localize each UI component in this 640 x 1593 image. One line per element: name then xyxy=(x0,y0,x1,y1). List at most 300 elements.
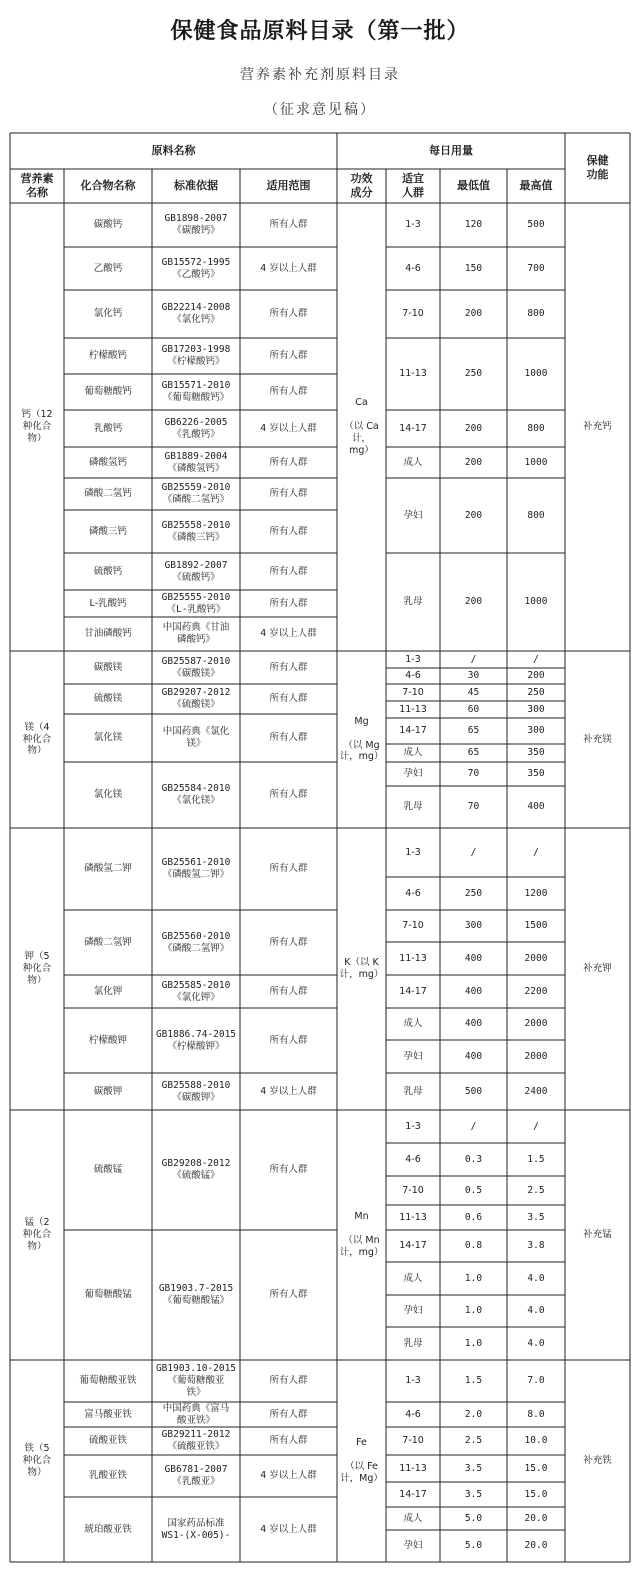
standard-basis-cell xyxy=(152,410,240,447)
compound-name-cell xyxy=(64,290,152,338)
compound-name-cell-text: 硫酸镁 xyxy=(93,693,123,705)
nutrient-name-cell-text: 锰（2 种化合 物） xyxy=(22,1217,52,1252)
max-value-cell-text: 700 xyxy=(527,262,545,274)
target-group-cell-text: 孕妇 xyxy=(403,1050,423,1062)
min-value-cell xyxy=(440,553,507,651)
min-value-cell-text: 1.5 xyxy=(464,1375,483,1387)
target-group-cell-text: 成人 xyxy=(403,456,423,468)
standard-basis-cell xyxy=(152,203,240,247)
min-value-cell-text: 250 xyxy=(464,887,483,899)
header-max-value xyxy=(507,169,565,203)
min-value-cell xyxy=(440,786,507,828)
health-function-cell xyxy=(565,651,630,828)
compound-name-cell xyxy=(64,410,152,447)
scope-cell-text: 所有人群 xyxy=(269,565,308,577)
scope-cell xyxy=(240,762,337,828)
compound-name-cell xyxy=(64,910,152,975)
standard-basis-cell-text: GB1898-2007 《碳酸钙》 xyxy=(164,213,228,236)
min-value-cell xyxy=(440,975,507,1008)
min-value-cell xyxy=(440,1530,507,1562)
compound-name-cell-text: 甘油磷酸钙 xyxy=(84,628,132,640)
target-group-cell xyxy=(386,1360,440,1402)
max-value-cell xyxy=(507,1507,565,1530)
health-function-cell xyxy=(565,1110,630,1360)
min-value-cell-text: / xyxy=(470,653,477,665)
efficacy-component-cell-text: K（以 K 计，mg） xyxy=(339,957,384,980)
scope-cell xyxy=(240,828,337,910)
health-function-cell-text: 补充锰 xyxy=(583,1229,612,1241)
min-value-cell-text: 400 xyxy=(464,1050,483,1062)
scope-cell-text: 所有人群 xyxy=(269,1435,308,1447)
scope-cell-text: 4 岁以上人群 xyxy=(260,422,317,434)
compound-name-cell-text: 乳酸亚铁 xyxy=(88,1470,127,1482)
target-group-cell-text: 11-13 xyxy=(399,1462,427,1474)
target-group-cell-text: 11-13 xyxy=(399,952,427,964)
min-value-cell-text: 200 xyxy=(464,308,483,320)
max-value-cell-text: / xyxy=(533,846,539,858)
target-group-cell-text: 1-3 xyxy=(405,1120,421,1132)
max-value-cell-text: 4.0 xyxy=(527,1305,545,1317)
standard-basis-cell-text: GB25588-2010 《碳酸钾》 xyxy=(161,1079,231,1103)
nutrient-name-cell-text: 铁（5 种化合 物） xyxy=(22,1443,52,1478)
standard-basis-cell xyxy=(152,1073,240,1110)
compound-name-cell-text: 柠檬酸钾 xyxy=(88,1034,127,1046)
scope-cell xyxy=(240,290,337,338)
scope-cell xyxy=(240,338,337,374)
scope-cell-text: 所有人群 xyxy=(269,219,308,231)
min-value-cell xyxy=(440,651,507,668)
nutrient-name-cell xyxy=(10,1110,64,1360)
standard-basis-cell-text: GB22214-2008 《氯化钙》 xyxy=(161,302,231,325)
standard-basis-cell xyxy=(152,1008,240,1073)
standard-basis-cell-text: GB25555-2010 《L-乳酸钙》 xyxy=(161,591,231,615)
max-value-cell xyxy=(507,668,565,684)
scope-cell-text: 所有人群 xyxy=(269,308,308,320)
max-value-cell xyxy=(507,1040,565,1073)
max-value-cell-text: 3.8 xyxy=(527,1240,545,1252)
compound-name-cell xyxy=(64,590,152,617)
compound-name-cell-text: 磷酸三钙 xyxy=(88,525,127,537)
min-value-cell-text: 1.0 xyxy=(464,1272,483,1284)
min-value-cell-text: 500 xyxy=(464,1085,483,1097)
min-value-cell-text: / xyxy=(470,846,477,858)
scope-cell-text: 所有人群 xyxy=(269,597,308,609)
target-group-cell xyxy=(386,1230,440,1262)
scope-cell xyxy=(240,1360,337,1402)
max-value-cell xyxy=(507,1530,565,1562)
target-group-cell xyxy=(386,1262,440,1295)
target-group-cell-text: 7-10 xyxy=(402,308,424,320)
min-value-cell-text: 5.0 xyxy=(464,1512,483,1524)
nutrient-name-cell-text: 钙（12 种化合 物） xyxy=(21,409,53,444)
compound-name-cell xyxy=(64,1360,152,1402)
min-value-cell xyxy=(440,718,507,744)
compound-name-cell-text: 乳酸钙 xyxy=(93,422,123,434)
header-target-group xyxy=(386,169,440,203)
scope-cell xyxy=(240,203,337,247)
max-value-cell xyxy=(507,1073,565,1110)
header-standard-basis xyxy=(152,169,240,203)
max-value-cell-text: 350 xyxy=(527,747,545,759)
standard-basis-cell-text: GB25587-2010 《碳酸镁》 xyxy=(161,655,231,679)
standard-basis-cell xyxy=(152,478,240,510)
compound-name-cell-text: 硫酸锰 xyxy=(93,1164,123,1176)
max-value-cell-text: 15.0 xyxy=(524,1488,548,1500)
target-group-cell-text: 乳母 xyxy=(403,1337,423,1349)
target-group-cell xyxy=(386,1110,440,1143)
min-value-cell xyxy=(440,762,507,786)
compound-name-cell-text: 富马酸亚铁 xyxy=(84,1408,132,1420)
scope-cell-text: 所有人群 xyxy=(269,985,308,997)
scope-cell xyxy=(240,1497,337,1562)
target-group-cell-text: 4-6 xyxy=(405,887,421,899)
scope-cell-text: 所有人群 xyxy=(269,386,308,398)
max-value-cell xyxy=(507,478,565,553)
min-value-cell-text: 200 xyxy=(464,596,483,608)
target-group-cell xyxy=(386,1295,440,1327)
standard-basis-cell xyxy=(152,553,240,590)
min-value-cell-text: 400 xyxy=(464,1018,483,1030)
target-group-cell-text: 7-10 xyxy=(402,1184,424,1196)
standard-basis-cell-text: GB15572-1995 《乙酸钙》 xyxy=(161,256,231,280)
max-value-cell-text: 1000 xyxy=(524,456,548,468)
scope-cell-text: 所有人群 xyxy=(269,693,308,705)
min-value-cell xyxy=(440,1176,507,1205)
header-scope xyxy=(240,169,337,203)
header-health-function-text: 保健 功能 xyxy=(586,154,609,181)
header-raw-material-name-text: 原料名称 xyxy=(151,144,196,158)
nutrient-name-cell-text: 镁（4 种化合 物） xyxy=(22,721,52,757)
scope-cell-text: 所有人群 xyxy=(269,661,308,673)
max-value-cell-text: 1200 xyxy=(524,887,548,899)
scope-cell xyxy=(240,410,337,447)
min-value-cell xyxy=(440,1360,507,1402)
scope-cell xyxy=(240,1110,337,1230)
target-group-cell xyxy=(386,1073,440,1110)
max-value-cell xyxy=(507,1143,565,1176)
efficacy-component-cell-text: Mn （以 Mn 计，mg） xyxy=(339,1211,384,1258)
nutrient-name-cell xyxy=(10,828,64,1110)
compound-name-cell xyxy=(64,762,152,828)
target-group-cell xyxy=(386,1327,440,1360)
min-value-cell-text: 70 xyxy=(467,801,480,813)
min-value-cell-text: 5.0 xyxy=(464,1540,483,1552)
health-function-cell xyxy=(565,828,630,1110)
target-group-cell-text: 乳母 xyxy=(403,801,423,813)
min-value-cell-text: 65 xyxy=(467,747,480,759)
min-value-cell xyxy=(440,247,507,290)
compound-name-cell xyxy=(64,714,152,762)
compound-name-cell-text: 葡萄糖酸锰 xyxy=(84,1289,132,1301)
standard-basis-cell-text: 国家药品标准 WS1-(X-005)- xyxy=(161,1517,231,1541)
target-group-cell xyxy=(386,762,440,786)
target-group-cell xyxy=(386,651,440,668)
target-group-cell xyxy=(386,338,440,410)
min-value-cell xyxy=(440,828,507,877)
scope-cell xyxy=(240,1427,337,1455)
standard-basis-cell-text: GB6781-2007 《乳酸亚》 xyxy=(164,1464,228,1487)
max-value-cell-text: 7.0 xyxy=(527,1375,545,1387)
standard-basis-cell xyxy=(152,1110,240,1230)
compound-name-cell-text: 葡萄糖酸钙 xyxy=(84,386,132,398)
target-group-cell-text: 11-13 xyxy=(399,1211,427,1223)
header-daily-dosage-text: 每日用量 xyxy=(429,144,473,158)
min-value-cell-text: 70 xyxy=(467,768,480,780)
efficacy-component-cell xyxy=(337,1110,386,1360)
compound-name-cell xyxy=(64,510,152,553)
standard-basis-cell xyxy=(152,617,240,651)
efficacy-component-cell-text: Ca （以 Ca 计， mg） xyxy=(344,397,379,456)
compound-name-cell xyxy=(64,1110,152,1230)
min-value-cell-text: 200 xyxy=(464,456,483,468)
max-value-cell xyxy=(507,1262,565,1295)
min-value-cell xyxy=(440,942,507,975)
max-value-cell xyxy=(507,651,565,668)
max-value-cell-text: 1000 xyxy=(524,596,548,608)
min-value-cell-text: 120 xyxy=(464,219,483,231)
min-value-cell xyxy=(440,1427,507,1455)
max-value-cell xyxy=(507,828,565,877)
target-group-cell-text: 14-17 xyxy=(399,985,427,997)
target-group-cell xyxy=(386,410,440,447)
scope-cell-text: 所有人群 xyxy=(269,488,308,500)
scope-cell-text: 所有人群 xyxy=(269,1289,308,1301)
min-value-cell xyxy=(440,1230,507,1262)
target-group-cell-text: 14-17 xyxy=(399,1488,427,1500)
target-group-cell-text: 孕妇 xyxy=(403,1305,423,1317)
compound-name-cell-text: 磷酸二氢钾 xyxy=(84,936,132,948)
min-value-cell-text: 0.8 xyxy=(464,1240,483,1252)
max-value-cell-text: 15.0 xyxy=(524,1462,548,1474)
compound-name-cell-text: 氯化镁 xyxy=(93,732,123,744)
max-value-cell-text: 800 xyxy=(527,308,545,320)
page-title: 保健食品原料目录（第一批） xyxy=(170,19,470,44)
min-value-cell xyxy=(440,1205,507,1230)
compound-name-cell-text: 磷酸二氢钙 xyxy=(84,488,132,500)
standard-basis-cell xyxy=(152,510,240,553)
min-value-cell-text: 250 xyxy=(464,368,483,380)
target-group-cell xyxy=(386,447,440,478)
min-value-cell-text: 400 xyxy=(464,952,483,964)
target-group-cell xyxy=(386,553,440,651)
max-value-cell xyxy=(507,410,565,447)
standard-basis-cell-text: GB25561-2010 《磷酸氢二钾》 xyxy=(161,857,231,880)
target-group-cell-text: 1-3 xyxy=(405,846,421,858)
max-value-cell xyxy=(507,1427,565,1455)
compound-name-cell-text: 葡萄糖酸亚铁 xyxy=(79,1375,137,1387)
header-raw-material-name xyxy=(10,133,337,169)
scope-cell xyxy=(240,651,337,684)
target-group-cell xyxy=(386,478,440,553)
min-value-cell xyxy=(440,1008,507,1040)
scope-cell xyxy=(240,1073,337,1110)
scope-cell xyxy=(240,1008,337,1073)
target-group-cell-text: 乳母 xyxy=(403,596,423,608)
standard-basis-cell-text: GB1886.74-2015 《柠檬酸钾》 xyxy=(155,1028,237,1052)
compound-name-cell xyxy=(64,478,152,510)
header-scope-text: 适用范围 xyxy=(266,179,311,193)
compound-name-cell-text: 柠檬酸钙 xyxy=(88,350,127,362)
scope-cell-text: 所有人群 xyxy=(269,1408,308,1420)
compound-name-cell-text: 磷酸氢钙 xyxy=(88,456,127,468)
max-value-cell-text: 300 xyxy=(527,703,545,715)
max-value-cell xyxy=(507,684,565,701)
max-value-cell-text: 800 xyxy=(527,422,545,434)
compound-name-cell-text: 碳酸钙 xyxy=(93,219,123,231)
max-value-cell-text: 1000 xyxy=(524,368,548,380)
max-value-cell-text: 3.5 xyxy=(527,1211,545,1223)
scope-cell-text: 所有人群 xyxy=(269,863,308,875)
target-group-cell-text: 7-10 xyxy=(402,920,424,932)
target-group-cell-text: 4-6 xyxy=(405,670,421,682)
max-value-cell-text: 800 xyxy=(527,509,545,521)
min-value-cell xyxy=(440,684,507,701)
min-value-cell-text: 0.5 xyxy=(464,1184,483,1196)
nutrient-name-cell xyxy=(10,203,64,651)
compound-name-cell-text: 氯化镁 xyxy=(93,789,123,801)
min-value-cell xyxy=(440,1262,507,1295)
min-value-cell xyxy=(440,877,507,910)
max-value-cell xyxy=(507,447,565,478)
scope-cell xyxy=(240,684,337,714)
compound-name-cell xyxy=(64,828,152,910)
compound-name-cell xyxy=(64,553,152,590)
min-value-cell-text: 0.3 xyxy=(464,1153,483,1165)
compound-name-cell-text: 乙酸钙 xyxy=(93,262,123,274)
scope-cell-text: 所有人群 xyxy=(269,1375,308,1387)
target-group-cell xyxy=(386,786,440,828)
standard-basis-cell xyxy=(152,651,240,684)
compound-name-cell-text: 碳酸镁 xyxy=(93,661,123,673)
header-min-value xyxy=(440,169,507,203)
standard-basis-cell xyxy=(152,290,240,338)
health-function-cell xyxy=(565,1360,630,1562)
efficacy-component-cell-text: Mg （以 Mg 计，mg） xyxy=(339,715,384,763)
scope-cell xyxy=(240,714,337,762)
header-health-function xyxy=(565,133,630,203)
compound-name-cell xyxy=(64,203,152,247)
health-function-cell-text: 补充钙 xyxy=(583,421,612,433)
target-group-cell xyxy=(386,877,440,910)
target-group-cell xyxy=(386,718,440,744)
standard-basis-cell-text: GB25559-2010 《磷酸二氢钙》 xyxy=(161,482,231,505)
target-group-cell-text: 4-6 xyxy=(405,1153,421,1165)
standard-basis-cell-text: GB29211-2012 《硫酸亚铁》 xyxy=(161,1429,231,1452)
target-group-cell-text: 成人 xyxy=(403,1512,423,1524)
header-daily-dosage xyxy=(337,133,565,169)
scope-cell xyxy=(240,910,337,975)
standard-basis-cell-text: GB25558-2010 《磷酸三钙》 xyxy=(161,519,231,543)
max-value-cell xyxy=(507,203,565,247)
target-group-cell-text: 孕妇 xyxy=(403,768,423,780)
max-value-cell-text: / xyxy=(533,1120,539,1132)
target-group-cell-text: 11-13 xyxy=(399,703,427,715)
target-group-cell xyxy=(386,828,440,877)
standard-basis-cell-text: 中国药典《甘油 磷酸钙》 xyxy=(162,622,230,645)
min-value-cell-text: 200 xyxy=(464,422,483,434)
max-value-cell-text: 200 xyxy=(527,670,545,682)
scope-cell xyxy=(240,478,337,510)
scope-cell-text: 所有人群 xyxy=(269,1164,308,1176)
compound-name-cell xyxy=(64,1402,152,1427)
max-value-cell xyxy=(507,1455,565,1482)
target-group-cell xyxy=(386,203,440,247)
scope-cell-text: 所有人群 xyxy=(269,525,308,537)
max-value-cell xyxy=(507,975,565,1008)
compound-name-cell xyxy=(64,617,152,651)
scope-cell-text: 所有人群 xyxy=(269,350,308,362)
min-value-cell-text: 400 xyxy=(464,985,483,997)
scope-cell xyxy=(240,1455,337,1497)
standard-basis-cell-text: GB25585-2010 《氯化钾》 xyxy=(161,979,231,1003)
standard-basis-cell xyxy=(152,374,240,410)
target-group-cell xyxy=(386,975,440,1008)
min-value-cell xyxy=(440,1143,507,1176)
standard-basis-cell-text: GB1903.10-2015 《葡萄糖酸亚 铁》 xyxy=(155,1363,237,1398)
scope-cell xyxy=(240,553,337,590)
header-standard-basis-text: 标准依据 xyxy=(174,179,218,193)
min-value-cell xyxy=(440,1507,507,1530)
max-value-cell-text: 4.0 xyxy=(527,1337,545,1349)
min-value-cell xyxy=(440,203,507,247)
min-value-cell xyxy=(440,701,507,718)
header-min-value-text: 最低值 xyxy=(457,179,490,193)
compound-name-cell xyxy=(64,374,152,410)
min-value-cell xyxy=(440,668,507,684)
min-value-cell-text: 200 xyxy=(464,509,483,521)
standard-basis-cell-text: GB6226-2005 《乳酸钙》 xyxy=(164,416,228,440)
max-value-cell-text: 2200 xyxy=(524,985,548,997)
compound-name-cell xyxy=(64,1008,152,1073)
efficacy-component-cell xyxy=(337,1360,386,1562)
target-group-cell-text: 孕妇 xyxy=(403,509,423,521)
compound-name-cell-text: 硫酸亚铁 xyxy=(88,1435,127,1447)
min-value-cell xyxy=(440,910,507,942)
standard-basis-cell xyxy=(152,247,240,290)
max-value-cell-text: 250 xyxy=(527,686,545,698)
draft-note: （征求意见稿） xyxy=(264,102,376,118)
max-value-cell-text: 20.0 xyxy=(524,1540,548,1552)
target-group-cell-text: 14-17 xyxy=(399,725,427,737)
max-value-cell xyxy=(507,1008,565,1040)
scope-cell xyxy=(240,975,337,1008)
scope-cell-text: 4 岁以上人群 xyxy=(260,1085,317,1097)
target-group-cell-text: 1-3 xyxy=(405,653,421,665)
scope-cell xyxy=(240,510,337,553)
standard-basis-cell-text: GB25560-2010 《磷酸二氢钾》 xyxy=(161,930,231,954)
target-group-cell-text: 4-6 xyxy=(405,262,421,274)
compound-name-cell-text: 氯化钙 xyxy=(93,308,123,320)
min-value-cell xyxy=(440,1295,507,1327)
nutrient-name-cell xyxy=(10,1360,64,1562)
standard-basis-cell xyxy=(152,1360,240,1402)
compound-name-cell-text: 琥珀酸亚铁 xyxy=(84,1523,132,1535)
standard-basis-cell xyxy=(152,975,240,1008)
target-group-cell xyxy=(386,1205,440,1230)
compound-name-cell xyxy=(64,1230,152,1360)
max-value-cell xyxy=(507,1110,565,1143)
min-value-cell xyxy=(440,1455,507,1482)
min-value-cell-text: / xyxy=(470,1120,477,1132)
scope-cell-text: 所有人群 xyxy=(269,456,308,468)
target-group-cell xyxy=(386,1427,440,1455)
max-value-cell-text: 400 xyxy=(527,801,545,813)
max-value-cell xyxy=(507,1482,565,1507)
page-subtitle: 营养素补充剂原料目录 xyxy=(240,67,400,83)
standard-basis-cell-text: GB29207-2012 《硫酸镁》 xyxy=(161,687,231,710)
scope-cell xyxy=(240,590,337,617)
header-max-value-text: 最高值 xyxy=(519,179,553,193)
